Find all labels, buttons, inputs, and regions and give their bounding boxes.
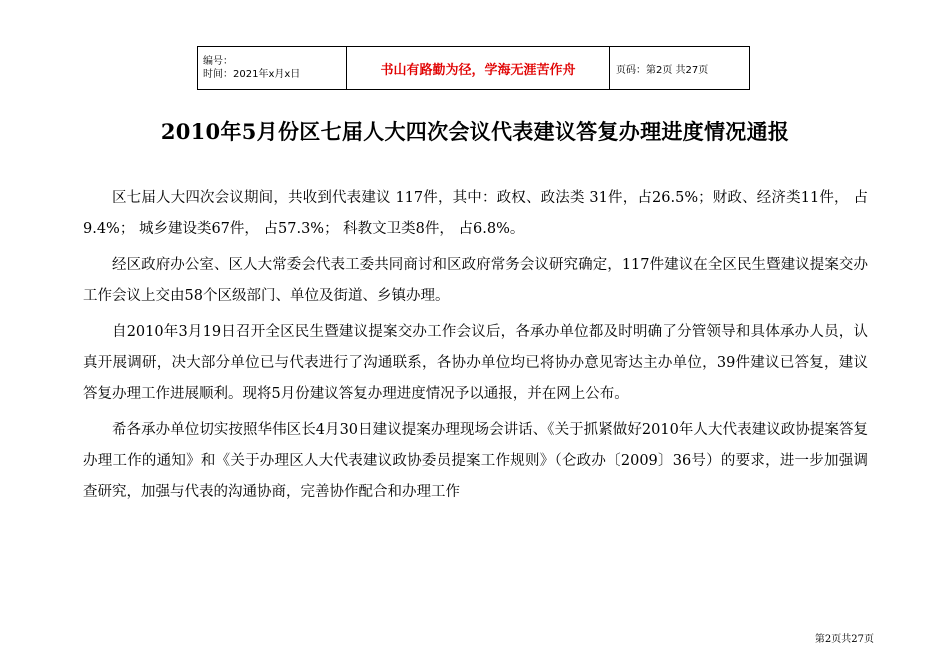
- page-footer: 第2页共27页: [814, 634, 874, 645]
- paragraph: 自2010年3月19日召开全区民生暨建议提案交办工作会议后，各承办单位都及时明确了分管领导和具体承办人员，认真开展调研，决大部分单位已与代表进行了沟通联系，各协办单位均已将协办意见寄达主办单位，39件建议已答复，建议答复办理工作进展顺利。现将5月份建议答复办理进度情况予以通报，并在网上公布。: [83, 324, 868, 402]
- paragraph: 经区政府办公室、区人大常委会代表工委共同商讨和区政府常务会议研究确定，117件建议在全区民生暨建议提案交办工作会议上交由58个区级部门、单位及街道、乡镇办理。: [83, 257, 868, 304]
- header-meta: [198, 47, 347, 90]
- document-header: [197, 46, 750, 90]
- paragraph: 区七届人大四次会议期间，共收到代表建议 117件，其中：政权、政法类 31件，占26.5%；财政、经济类11件， 占9.4%； 城乡建设类67件， 占57.3%； 科教文卫类8件， 占6.8%。: [83, 190, 868, 237]
- document-body: [83, 183, 868, 513]
- header-page-label: 页码：第2页 共27页: [610, 47, 750, 90]
- paragraph: 希各承办单位切实按照华伟区长4月30日建议提案办理现场会讲话、《关于抓紧做好2010年人大代表建议政协提案答复办理工作的通知》和《关于办理区人大代表建议政协委员提案工作规则》（仑政办〔2009〕36号）的要求，进一步加强调查研究，加强与代表的沟通协商，完善协作配合和办理工作: [83, 422, 868, 500]
- document-title: 2010年5月份区七届人大四次会议代表建议答复办理进度情况通报: [160, 119, 790, 144]
- document-number-label: 编号：: [203, 56, 233, 67]
- document-time-label: 时间：2021年x月x日: [203, 69, 301, 80]
- header-motto: 书山有路勤为径，学海无涯苦作舟: [347, 47, 610, 90]
